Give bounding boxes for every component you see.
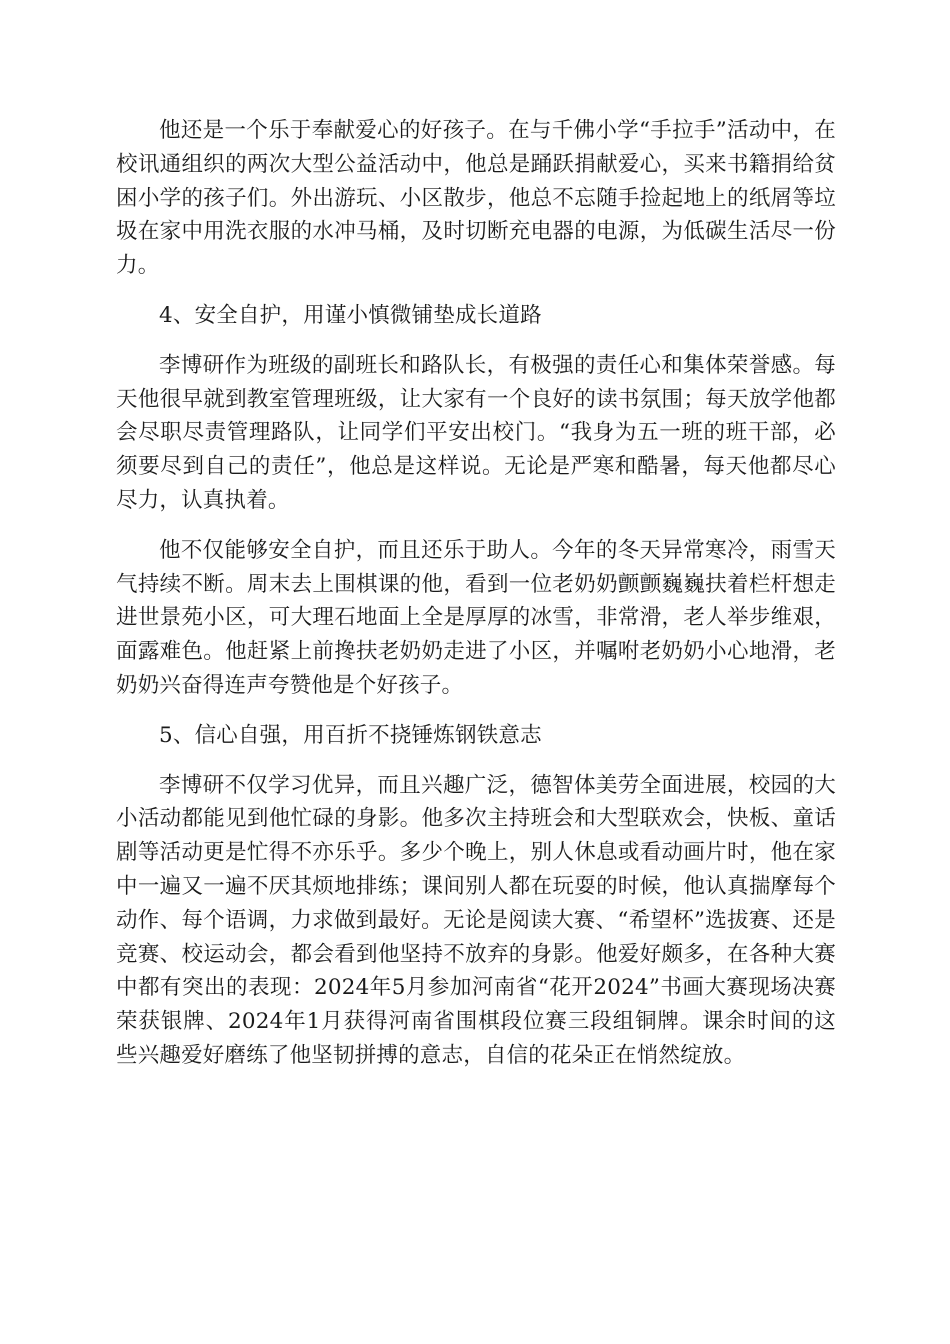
paragraph-class-monitor: 李博研作为班级的副班长和路队长，有极强的责任心和集体荣誉感。每天他很早就到教室管理班级，让大家有一个良好的读书氛围；每天放学他都会尽职尽责管理路队，让同学们平安出校门。“我身为五一班的班干部，必须要尽到自己的责任”，他总是这样说。无论是严寒和酷暑，每天他都尽心尽力，认真执着。 <box>116 352 836 513</box>
paragraph-helping-elder: 他不仅能够安全自护，而且还乐于助人。今年的冬天异常寒冷，雨雪天气持续不断。周末去上围棋课的他，看到一位老奶奶颤颤巍巍扶着栏杆想走进世景苑小区，可大理石地面上全是厚厚的冰雪，非常滑，老人举步维艰，面露难色。他赶紧上前搀扶老奶奶走进了小区，并嘱咐老奶奶小心地滑，老奶奶兴奋得连声夸赞他是个好孩子。 <box>116 537 836 698</box>
section-heading-5: 5、信心自强，用百折不挠锤炼钢铁意志 <box>159 722 542 748</box>
paragraph-charity: 他还是一个乐于奉献爱心的好孩子。在与千佛小学“手拉手”活动中，在校讯通组织的两次大型公益活动中，他总是踊跃捐献爱心，买来书籍捐给贫困小学的孩子们。外出游玩、小区散步，他总不忘随手捡起地上的纸屑等垃圾在家中用洗衣服的水冲马桶，及时切断充电器的电源，为低碳生活尽一份力。 <box>116 118 836 279</box>
section-heading-4: 4、安全自护，用谨小慎微铺垫成长道路 <box>159 302 542 328</box>
paragraph-hobbies: 李博研不仅学习优异，而且兴趣广泛，德智体美劳全面进展，校园的大小活动都能见到他忙碌的身影。他多次主持班会和大型联欢会，快板、童话剧等活动更是忙得不亦乐乎。多少个晚上，别人休息或看动画片时，他在家中一遍又一遍不厌其烦地排练；课间别人都在玩耍的时候，他认真揣摩每个动作、每个语调，力求做到最好。无论是阅读大赛、“希望杯”选拔赛、还是竞赛、校运动会，都会看到他坚持不放弃的身影。他爱好颇多，在各种大赛中都有突出的表现：2024年5月参加河南省“花开2024”书画大赛现场决赛荣获银牌、2024年1月获得河南省围棋段位赛三段组铜牌。课余时间的这些兴趣爱好磨练了他坚韧拼搏的意志，自信的花朵正在悄然绽放。 <box>116 772 836 1068</box>
document-page <box>116 114 836 1089</box>
